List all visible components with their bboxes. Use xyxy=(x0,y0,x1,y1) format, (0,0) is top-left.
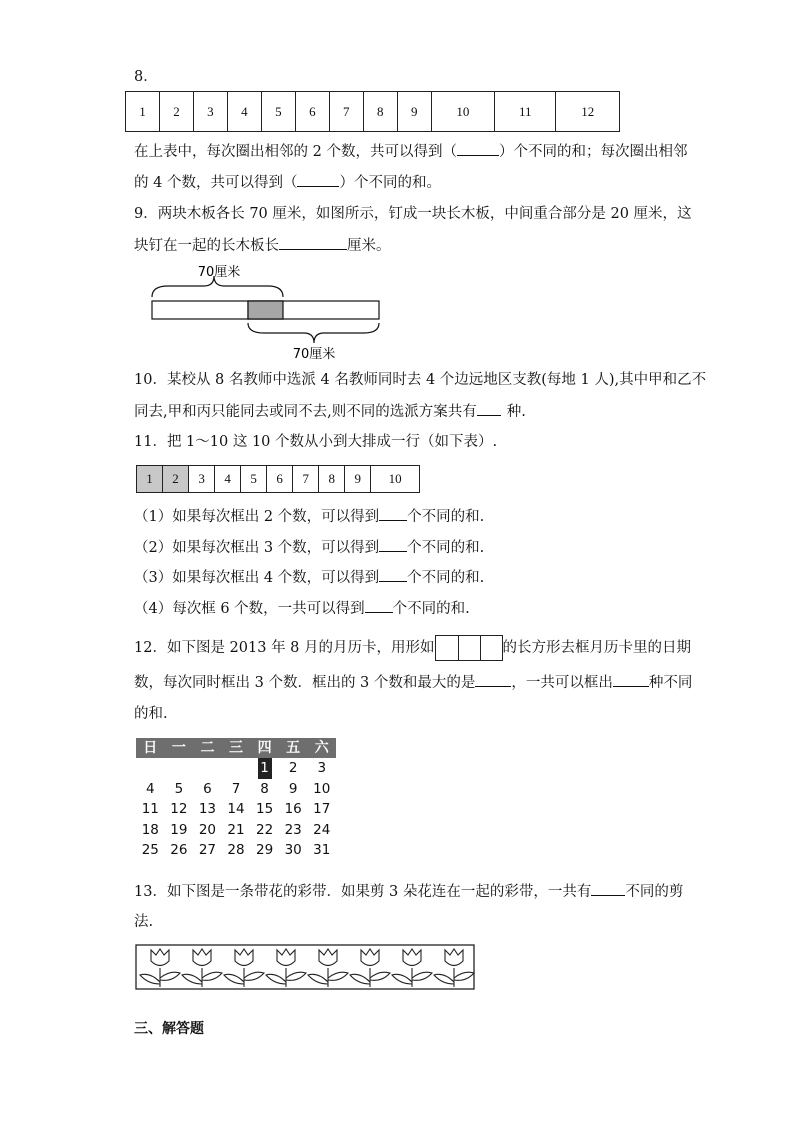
board-diagram xyxy=(140,260,400,364)
q13-line2: 法. xyxy=(134,914,154,930)
calendar-day: 23 xyxy=(284,821,302,838)
q11-cell: 6 xyxy=(267,466,293,493)
q11-subquestion xyxy=(134,598,470,619)
q8-cell: 2 xyxy=(159,92,193,132)
q11-sub-blank[interactable] xyxy=(379,537,407,552)
calendar-day: 14 xyxy=(227,801,245,817)
calendar-day: 13 xyxy=(198,801,217,817)
q11-subquestion xyxy=(134,567,484,588)
q8-cell: 8 xyxy=(363,92,397,132)
calendar-weekday-header xyxy=(136,738,336,758)
q11-subquestion xyxy=(134,537,484,558)
top-length-label: 70厘米 xyxy=(197,265,241,280)
q12-blank-1[interactable] xyxy=(475,672,511,687)
calendar-day: 2 xyxy=(288,760,298,776)
q11-sub-text-b: 个不同的和. xyxy=(407,570,485,586)
q11-cell: 2 xyxy=(163,466,189,493)
calendar-day: 5 xyxy=(174,780,184,797)
calendar-day xyxy=(250,758,279,779)
calendar-day: 28 xyxy=(227,842,245,858)
calendar-day: 22 xyxy=(256,821,274,838)
q8-cell: 11 xyxy=(495,92,556,132)
calendar-week-row xyxy=(136,758,336,779)
calendar-day: 11 xyxy=(141,801,159,817)
q8-number-table xyxy=(125,91,620,132)
calendar-day-highlighted: 1 xyxy=(258,758,272,779)
weekday-label: 二 xyxy=(200,740,215,756)
q11-sub-text-b: 个不同的和. xyxy=(407,509,485,525)
q8-line2 xyxy=(134,172,441,193)
q9-line1: 9．两块木板各长 70 厘米，如图所示，钉成一块长木板，中间重合部分是 20 厘米，这 xyxy=(134,206,692,222)
q8-cell: 6 xyxy=(295,92,329,132)
q11-sub-text-a: （3）如果每次框出 4 个数，可以得到 xyxy=(134,570,380,586)
q11-sub-blank[interactable] xyxy=(379,567,407,582)
q13-text-1b: 不同的剪 xyxy=(625,884,684,900)
q13-line1 xyxy=(134,881,683,902)
calendar-day: 16 xyxy=(284,801,302,817)
calendar-week-row xyxy=(136,799,336,820)
q11-cell: 9 xyxy=(345,466,371,493)
calendar-day xyxy=(193,758,222,779)
q8-blank-2[interactable] xyxy=(297,172,339,187)
q11-cell: 10 xyxy=(371,466,420,493)
overlap-region xyxy=(248,301,283,319)
q13-text-1a: 13．如下图是一条带花的彩带．如果剪 3 朵花连在一起的彩带，一共有 xyxy=(134,884,592,900)
q12-text-2c: 种不同 xyxy=(648,675,693,691)
q11-cell: 3 xyxy=(189,466,215,493)
q8-text-1b: ）个不同的和；每次圈出相邻 xyxy=(498,144,688,160)
q12-text-1a: 12．如下图是 2013 年 8 月的月历卡，用形如 xyxy=(134,640,435,656)
q8-cell: 5 xyxy=(261,92,295,132)
q11-sub-text-a: （2）如果每次框出 3 个数，可以得到 xyxy=(134,540,380,556)
calendar-day: 30 xyxy=(284,842,302,858)
calendar-day: 4 xyxy=(145,780,155,797)
q12-text-2a: 数，每次同时框出 3 个数．框出的 3 个数和最大的是 xyxy=(134,675,476,691)
q10-line2 xyxy=(134,401,526,422)
calendar-day: 7 xyxy=(231,780,241,797)
weekday-label: 四 xyxy=(257,740,272,756)
q8-cell: 12 xyxy=(556,92,620,132)
q12-line2 xyxy=(134,672,692,693)
calendar-day xyxy=(136,758,165,779)
q11-subquestion xyxy=(134,506,484,527)
calendar-day: 8 xyxy=(260,780,269,797)
calendar-day: 25 xyxy=(141,842,159,858)
calendar-day: 17 xyxy=(313,801,331,817)
calendar-day: 24 xyxy=(313,821,331,838)
flower-ribbon xyxy=(135,944,475,990)
section-title: 三、解答题 xyxy=(134,1021,204,1037)
calendar-week-row xyxy=(136,840,336,861)
calendar-day: 20 xyxy=(198,821,217,838)
calendar-day: 10 xyxy=(313,780,331,797)
q11-sub-text-b: 个不同的和. xyxy=(407,540,485,556)
calendar-day: 19 xyxy=(170,821,188,838)
q11-cell: 1 xyxy=(137,466,163,493)
q12-line3: 的和. xyxy=(134,706,168,722)
q8-cell: 1 xyxy=(126,92,160,132)
q11-sub-text-a: （1）如果每次框出 2 个数，可以得到 xyxy=(134,509,380,525)
weekday-label: 一 xyxy=(171,740,186,756)
calendar-day: 31 xyxy=(313,842,331,858)
calendar-day: 18 xyxy=(141,821,159,838)
q10-line1: 10．某校从 8 名教师中选派 4 名教师同时去 4 个边远地区支教(每地 1 人),其中甲和乙不 xyxy=(134,372,707,388)
weekday-label: 五 xyxy=(286,740,301,756)
q8-label: 8． xyxy=(134,69,158,85)
q10-text-2a: 同去,甲和丙只能同去或同不去,则不同的选派方案共有 xyxy=(134,404,477,420)
q8-text-2a: 的 4 个数，共可以得到（ xyxy=(134,175,298,191)
q10-blank[interactable] xyxy=(477,401,501,416)
calendar-week-row xyxy=(136,779,336,800)
weekday-label: 日 xyxy=(143,740,158,756)
calendar-day: 9 xyxy=(288,780,298,797)
calendar-day: 29 xyxy=(256,842,274,858)
august-calendar xyxy=(136,738,336,864)
q12-text-1b: 的长方形去框月历卡里的日期 xyxy=(502,640,692,656)
bottom-brace xyxy=(248,323,379,343)
weekday-label: 六 xyxy=(314,740,329,756)
q8-cell: 9 xyxy=(397,92,431,132)
q11-cell: 8 xyxy=(319,466,345,493)
q9-text-2b: 厘米。 xyxy=(347,238,391,254)
q8-cell: 7 xyxy=(329,92,363,132)
q8-text-1a: 在上表中，每次圈出相邻的 2 个数，共可以得到（ xyxy=(134,144,457,160)
calendar-day: 6 xyxy=(203,780,212,797)
q9-line2 xyxy=(134,235,391,256)
q11-sub-blank[interactable] xyxy=(365,598,393,613)
calendar-day xyxy=(222,758,251,779)
q11-cell: 4 xyxy=(215,466,241,493)
q11-sub-text-b: 个不同的和. xyxy=(392,601,470,617)
frame-shape xyxy=(435,635,503,661)
calendar-week-row xyxy=(136,820,336,841)
q8-line1 xyxy=(134,141,687,162)
q8-cell: 4 xyxy=(227,92,261,132)
q8-cell: 3 xyxy=(193,92,227,132)
q9-text-2a: 块钉在一起的长木板长 xyxy=(134,238,279,254)
q12-blank-2[interactable] xyxy=(613,672,649,687)
calendar-day: 21 xyxy=(227,821,245,838)
q8-blank-1[interactable] xyxy=(457,141,499,156)
q9-blank[interactable] xyxy=(279,235,347,250)
weekday-label: 三 xyxy=(229,740,244,756)
q11-cell: 5 xyxy=(241,466,267,493)
q8-text-2b: ）个不同的和。 xyxy=(339,175,441,191)
q12-text-2b: ，一共可以框出 xyxy=(511,675,613,691)
calendar-day: 27 xyxy=(198,842,217,858)
calendar-day: 3 xyxy=(317,760,327,776)
q13-blank[interactable] xyxy=(591,881,625,896)
calendar-day xyxy=(165,758,194,779)
q12-line1 xyxy=(134,635,691,661)
q10-text-2b: 种. xyxy=(506,404,526,420)
q8-cell: 10 xyxy=(431,92,494,132)
calendar-day: 12 xyxy=(170,801,188,817)
q11-text: 11．把 1～10 这 10 个数从小到大排成一行（如下表）. xyxy=(134,434,498,450)
calendar-day: 26 xyxy=(170,842,188,858)
bottom-length-label: 70厘米 xyxy=(292,347,336,362)
q11-number-table xyxy=(136,465,420,493)
q11-sub-text-a: （4）每次框 6 个数，一共可以得到 xyxy=(134,601,365,617)
q11-sub-blank[interactable] xyxy=(379,506,407,521)
calendar-day: 15 xyxy=(256,801,274,817)
q11-cell: 7 xyxy=(293,466,319,493)
